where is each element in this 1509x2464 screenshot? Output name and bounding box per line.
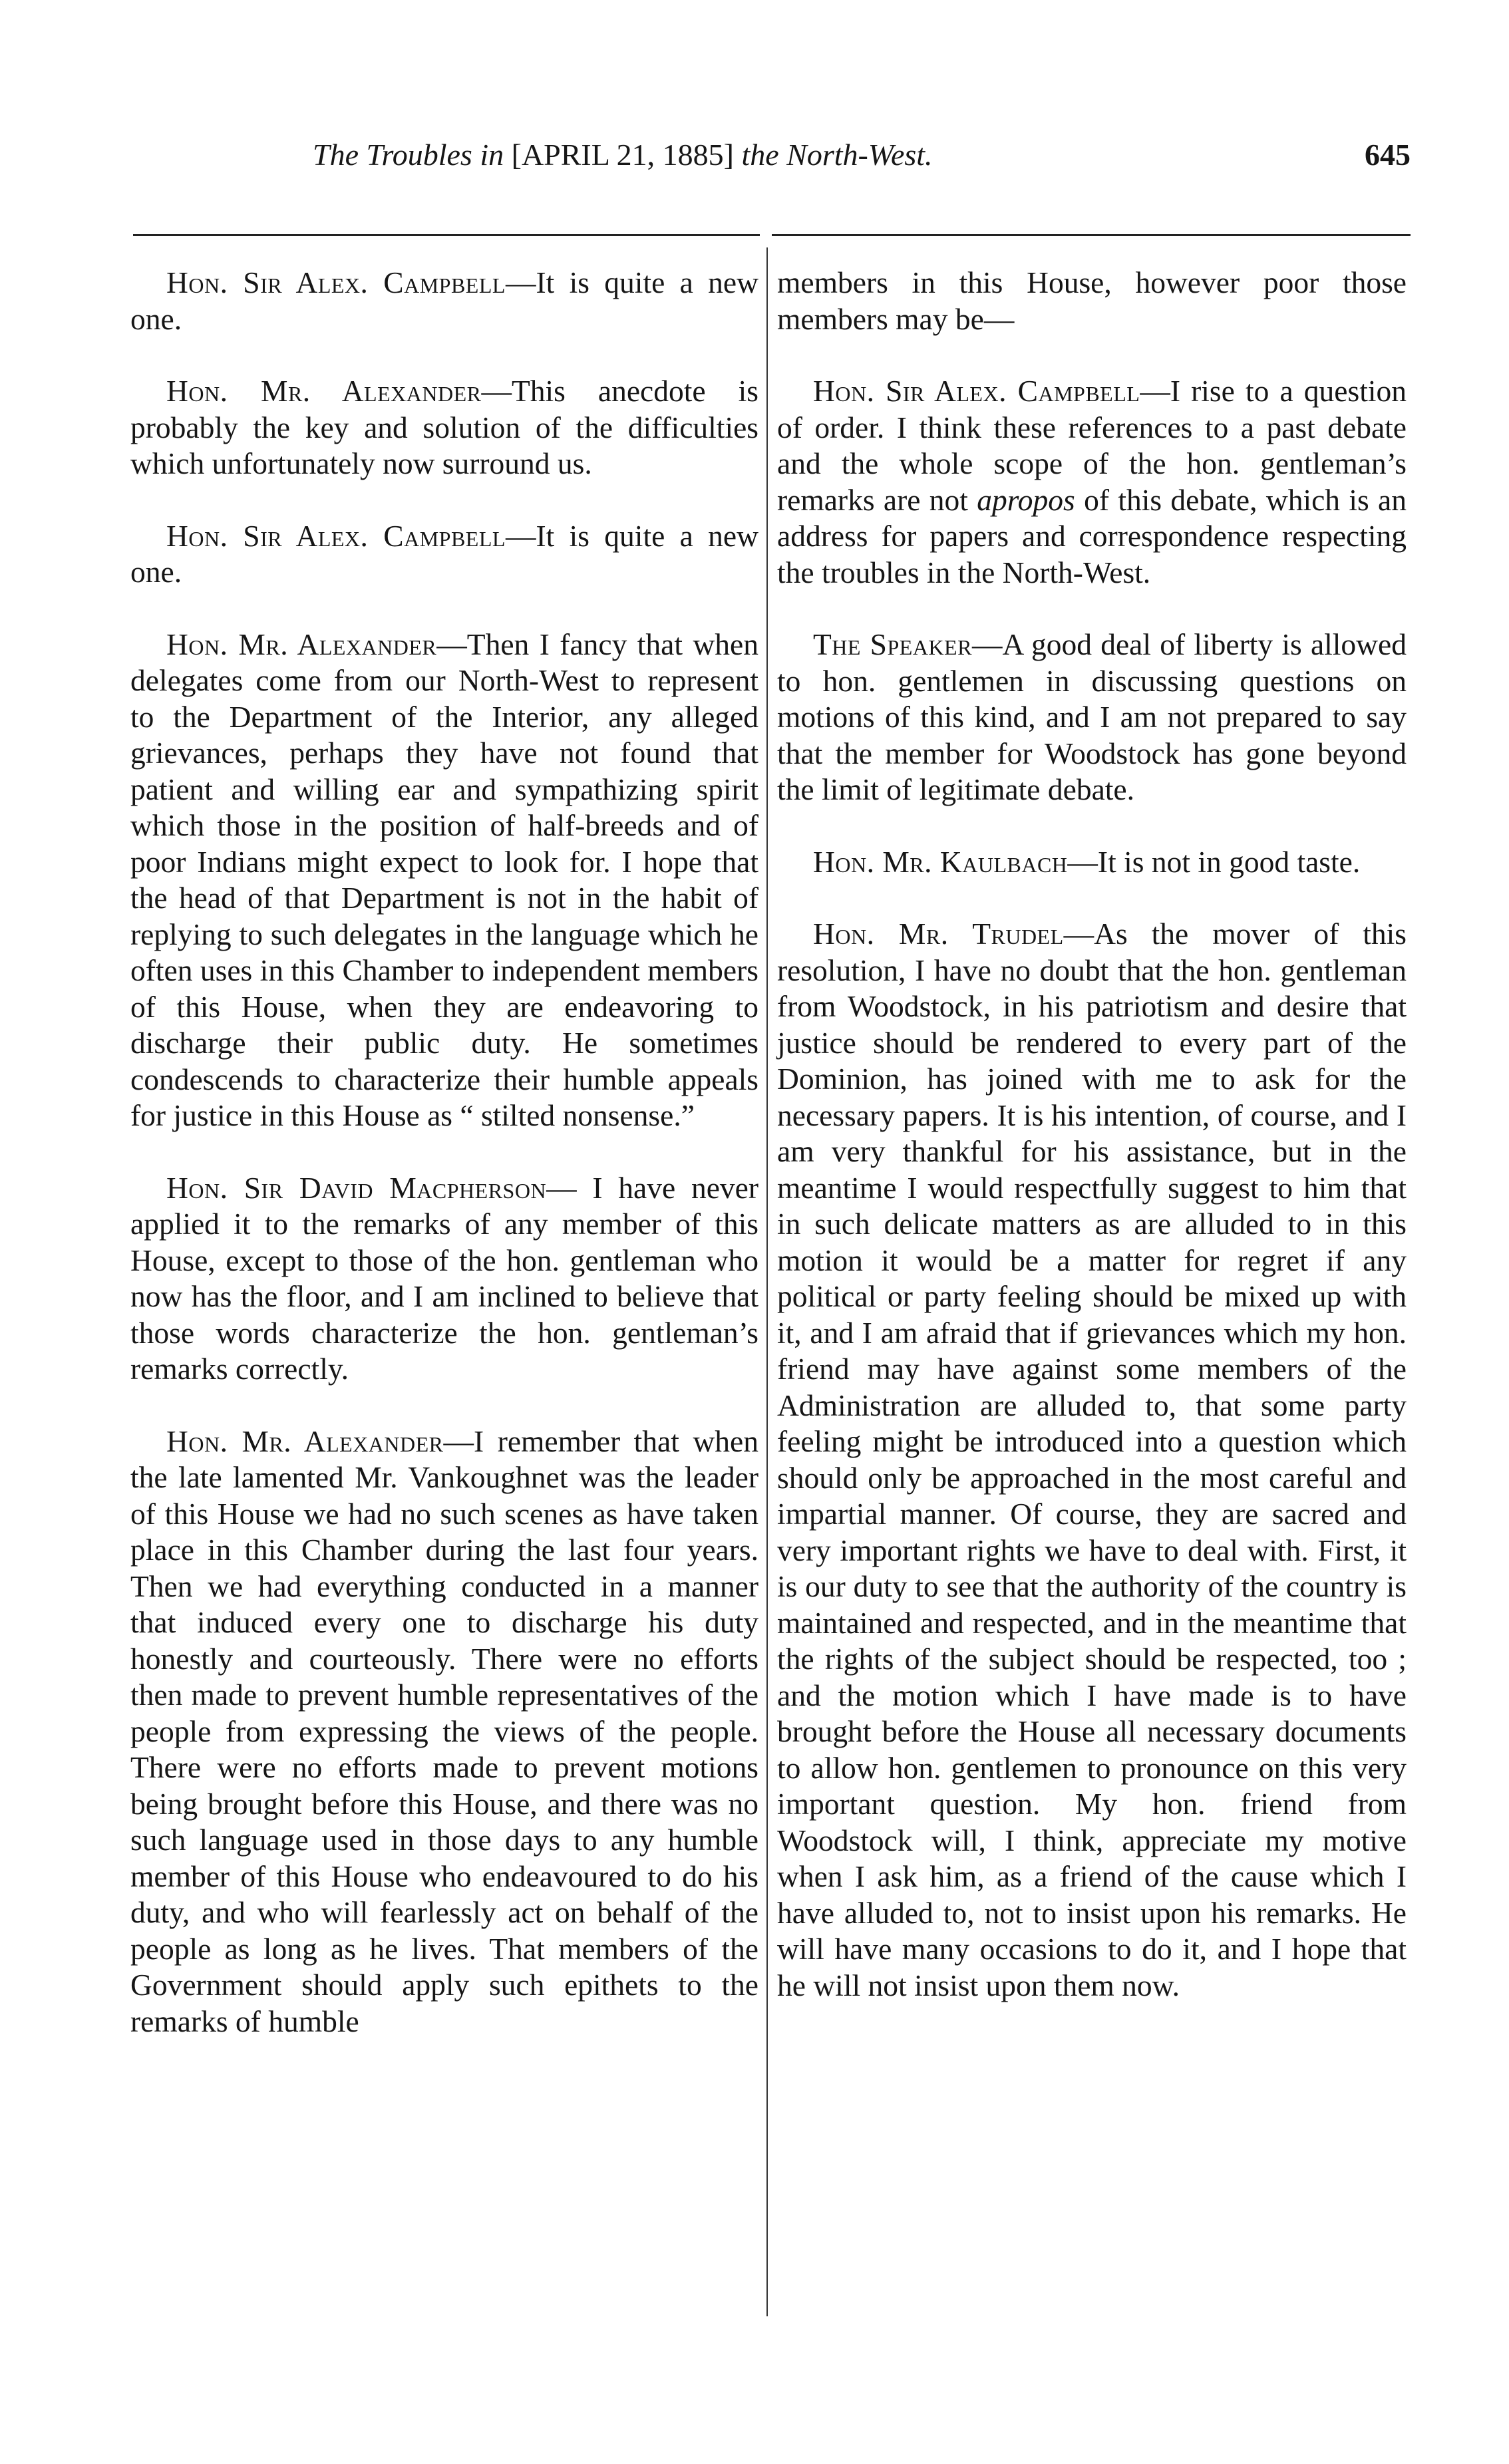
running-header [133,137,1411,184]
header-title-part1: The Troubles in [313,138,504,172]
header-date: [APRIL 21, 1885] [511,138,734,172]
speaker-name: Hon. Sir David Macpherson [166,1170,547,1205]
header-rule-right [772,234,1411,236]
speech-paragraph [777,373,1407,591]
speaker-name: Hon. Mr. Kaulbach [813,844,1068,879]
continued-text: members in this House, however poor those members may be— [777,265,1407,336]
speaker-name: Hon. Mr. Alexander [166,374,482,408]
header-title-part2: the North-West. [741,138,933,172]
speaker-name: Hon. Sir Alex. Campbell [166,265,506,299]
speech-text: — I have never applied it to the remarks of any member of this House, except to those of the hon. gentleman who now has the floor, and I am inclined to believe that those words characterize the hon. gentleman’s remarks correctly. [130,1170,758,1386]
speaker-name: Hon. Mr. Trudel [813,917,1064,951]
speech-paragraph [130,627,758,1134]
speech-text: —Then I fancy that when delegates come from our North-West to represent to the Department of the Interior, any alleged grievances, perhaps they have not found that patient and willing ear and sympathizing spirit which those in the position of half-breeds and of poor Indians might expect to look for. I hope that the head of that Department is not in the habit of replying to such delegates in the language which he often uses in this Chamber to independent members of this House, when they are endeavoring to discharge their public duty. He sometimes condescends to characterize their humble appeals for justice in this House as “ stilted nonsense.” [130,627,758,1132]
speech-text: —It is quite a new one. [130,518,758,589]
italic-term: apropos [977,482,1075,517]
speaker-name: Hon. Sir Alex. Campbell [813,374,1140,408]
speech-paragraph [130,518,758,591]
speech-text: —I rise to a question of order. I think these references to a past debate and the whole scope of the hon. gentleman’s remarks are not [777,374,1407,517]
speech-paragraph [130,1424,758,2040]
speech-paragraph [777,844,1407,881]
speech-paragraph [130,265,758,337]
speech-text: —It is quite a new one. [130,265,758,336]
page-number: 645 [1365,138,1411,172]
speech-text: —I remember that when the late lamented Mr. Vankoughnet was the leader of this House we had no such scenes as have taken place in this Chamber during the last four years. Then we had everything conducted in a manner that induced every one to discharge his duty honestly and courteously. There were no efforts then made to prevent humble representatives of the people from expressing the views of the people. There were no efforts made to prevent motions being brought before this House, and there was no such language used in those days to any humble member of this House who endeavoured to do his duty, and who will fearlessly act on behalf of the people as long as he lives. That members of the Government should apply such epithets to the remarks of humble [130,1424,758,2038]
left-column [130,265,758,2076]
header-title [313,137,933,172]
speaker-name: Hon. Mr. Alexander [166,1424,444,1458]
speaker-name: Hon. Sir Alex. Campbell [166,518,506,553]
speech-text: —It is not in good taste. [1067,844,1361,879]
speech-text: —This anecdote is probably the key and solution of the difficulties which unfortunately now surround us. [130,374,758,480]
speech-paragraph [130,373,758,482]
speech-text: —As the mover of this resolution, I have no doubt that the hon. gentleman from Woodstock, in his patriotism and desire that justice should be rendered to every part of the Dominion, has joined with me to ask for the necessary papers. It is his intention, of course, and I am very thankful for his assistance, but in the meantime I would respectfully suggest to him that in such delicate matters as are alluded to in this motion it would be a matter for regret if any political or party feeling should be mixed up with it, and I am afraid that if grievances which my hon. friend may have against some members of the Administration are alluded to, that some party feeling might be introduced into a question which should only be approached in the most careful and impartial manner. Of course, they are sacred and very important rights we have to deal with. First, it is our duty to see that the authority of the country is maintained and respected, and in the meantime that the rights of the subject should be respected, too ; and the motion which I have made is to have brought before the House all necessary documents to allow hon. gentlemen to pronounce on this very important question. My hon. friend from Woodstock will, I think, appreciate my motive when I ask him, as a friend of the cause which I have alluded to, not to insist upon his remarks. He will have many occasions to do it, and I hope that he will not insist upon them now. [777,917,1407,2002]
speech-paragraph [777,627,1407,808]
speech-paragraph [130,1170,758,1388]
speech-text: of this debate, which is an address for papers and correspondence respecting the troubles in the North-West. [777,482,1407,589]
speech-text: —A good deal of liberty is allowed to hon. gentlemen in discussing questions on motions of this kind, and I am not prepared to say that the member for Woodstock has gone beyond the limit of legitimate debate. [777,627,1407,806]
right-column [777,265,1407,2040]
header-rule-left [133,234,760,236]
speech-paragraph [777,916,1407,2004]
speaker-name: The Speaker [813,627,972,661]
column-divider [766,247,768,2316]
speaker-name: Hon. Mr. Alexander [166,627,437,661]
